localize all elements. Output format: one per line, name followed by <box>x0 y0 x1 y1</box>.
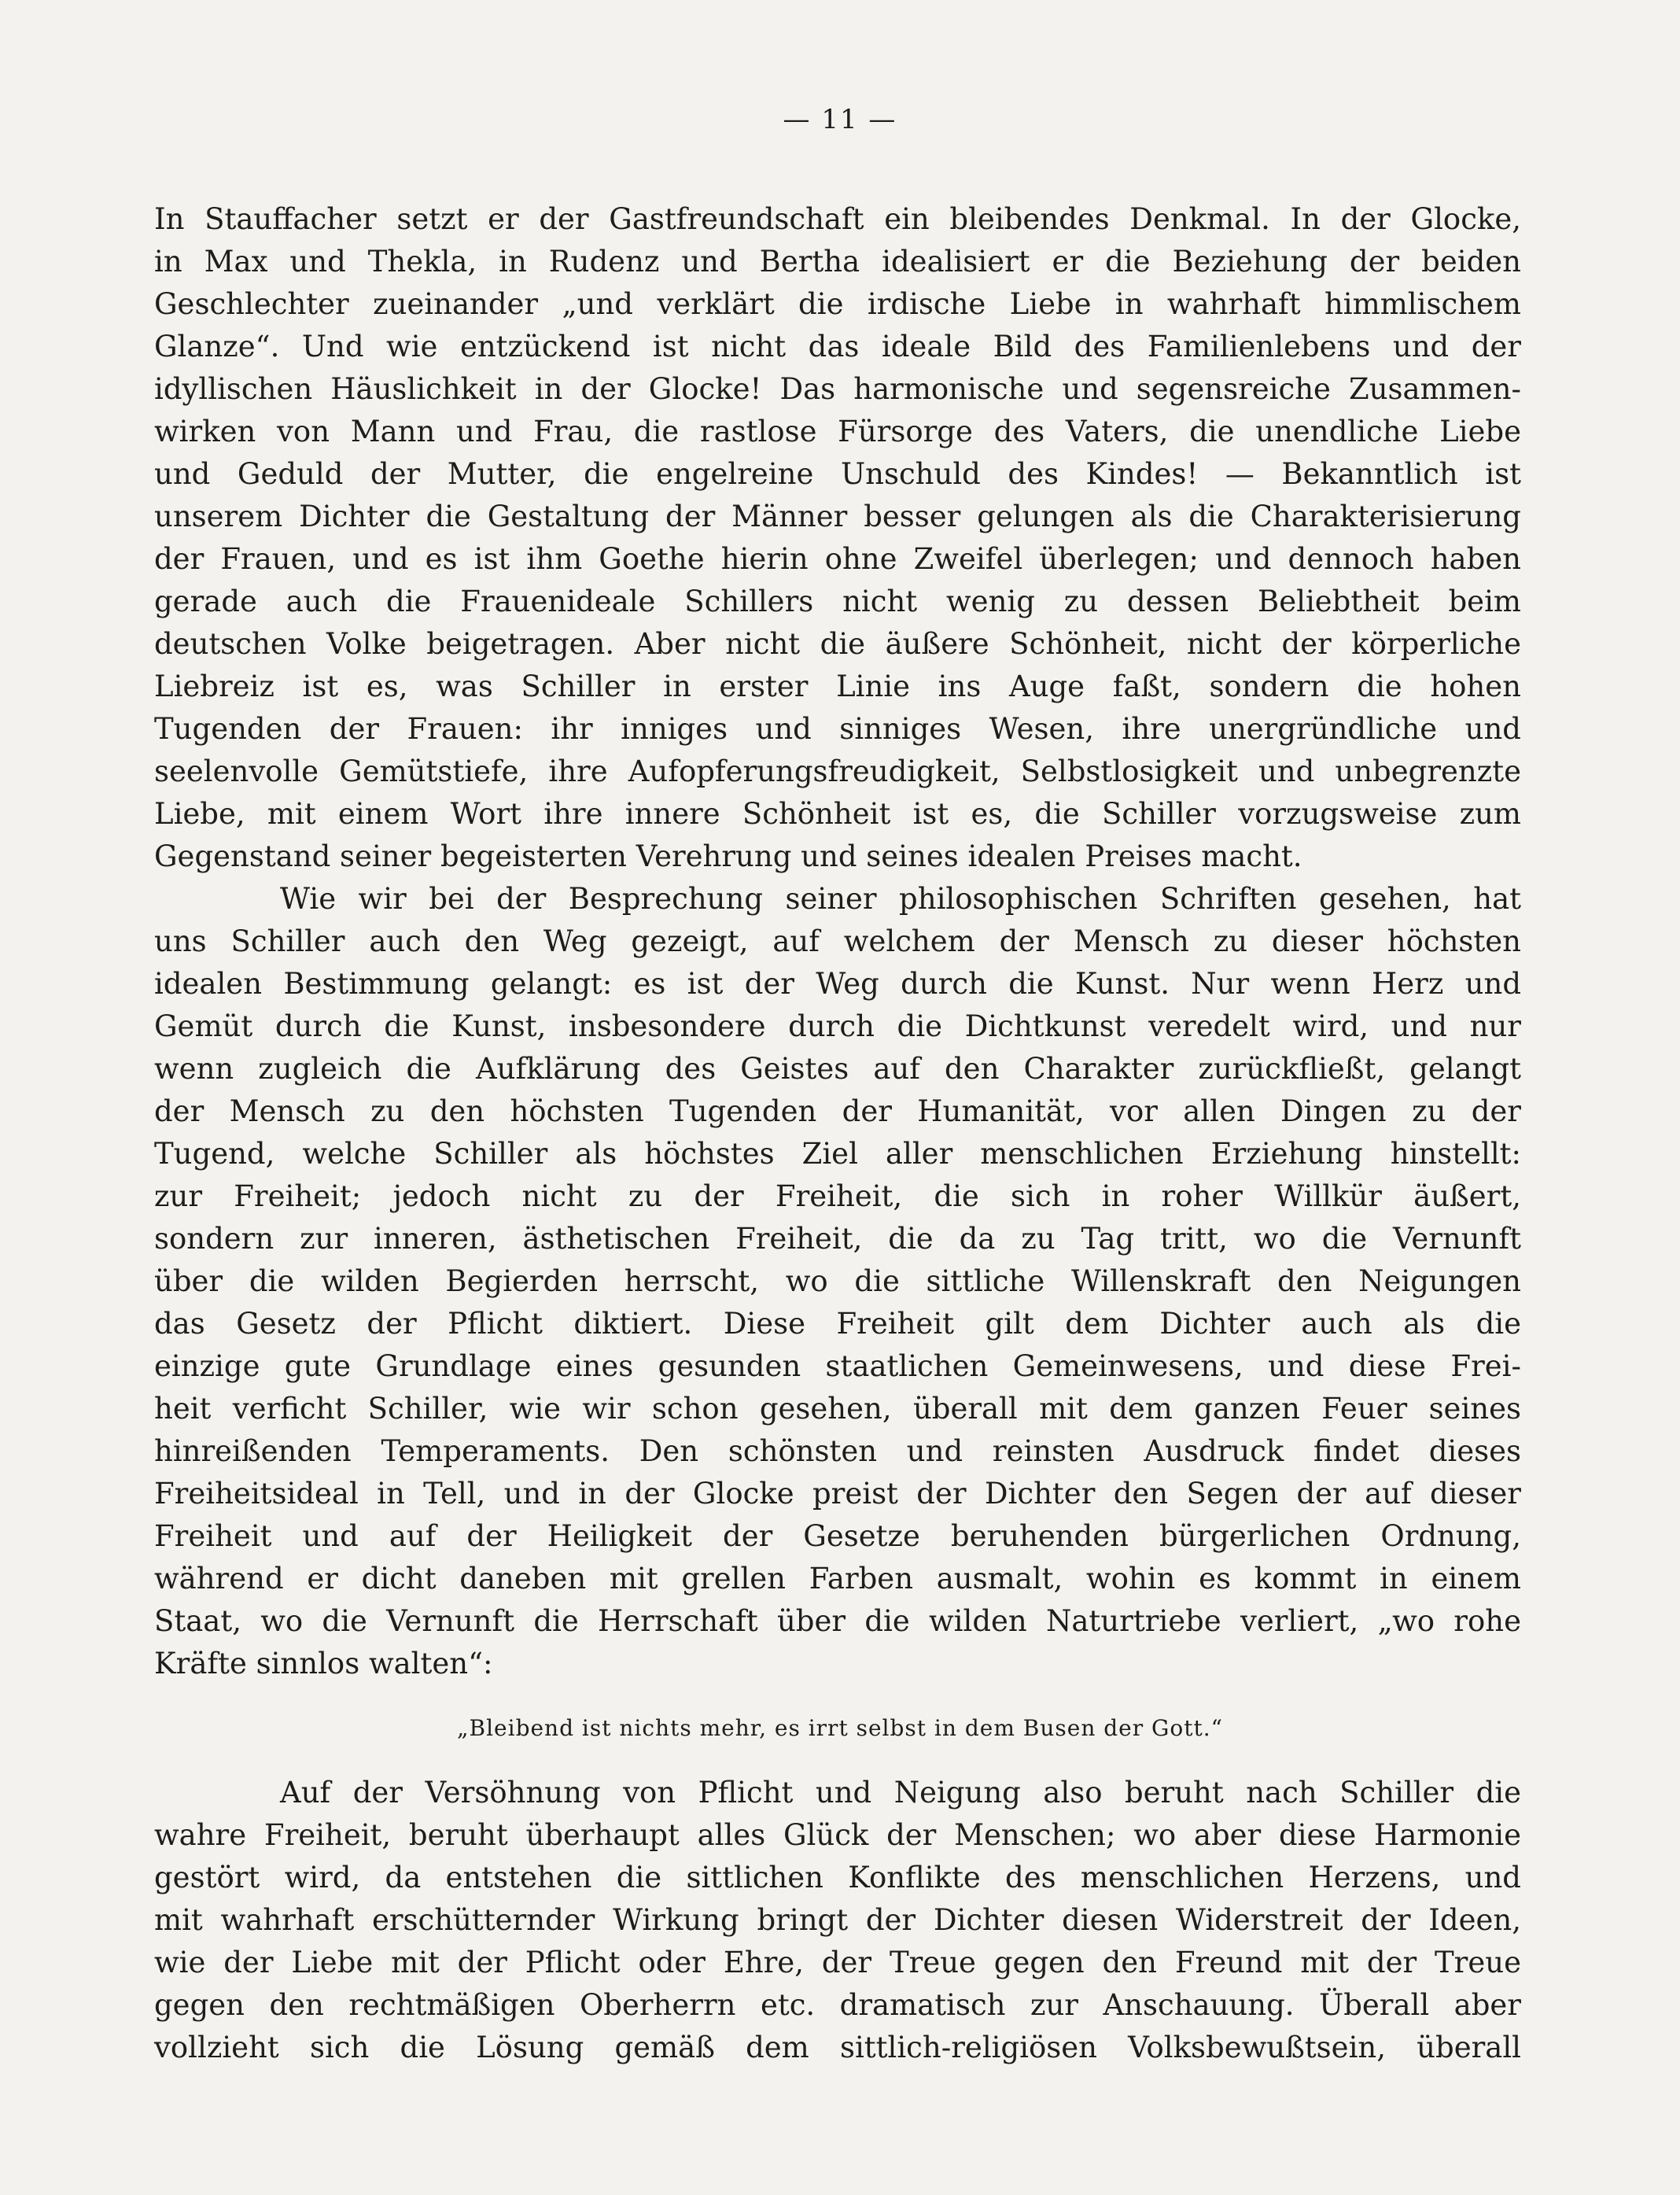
text-line: deutschen Volke beigetragen. Aber nicht die äußere Schönheit, nicht der körperliche <box>154 627 1521 661</box>
verse-quote: „Bleibend ist nichts mehr, es irrt selbst in dem Busen der Gott.“ <box>457 1715 1223 1741</box>
text-line: wie der Liebe mit der Pflicht oder Ehre, der Treue gegen den Freund mit der Treue <box>154 1946 1521 1979</box>
text-line: Auf der Versöhnung von Pflicht und Neigung also beruht nach Schiller die <box>280 1776 1521 1809</box>
text-line: unserem Dichter die Gestaltung der Männer besser gelungen als die Charakterisierung <box>154 500 1521 533</box>
text-line: vollzieht sich die Lösung gemäß dem sittlich-religiösen Volksbewußtsein, überall <box>154 2031 1521 2064</box>
text-line: seelenvolle Gemütstiefe, ihre Aufopferungsfreudigkeit, Selbstlosigkeit und unbegrenzte <box>154 754 1521 788</box>
text-line: der Mensch zu den höchsten Tugenden der Humanität, vor allen Dingen zu der <box>154 1094 1521 1128</box>
text-line: Freiheit und auf der Heiligkeit der Gesetze beruhenden bürgerlichen Ordnung, <box>154 1519 1521 1553</box>
text-line: Geschlechter zueinander „und verklärt die irdische Liebe in wahrhaft himmlischem <box>154 287 1521 321</box>
text-line: einzige gute Grundlage eines gesunden staatlichen Gemeinwesens, und diese Frei- <box>154 1349 1521 1383</box>
text-line: wenn zugleich die Aufklärung des Geistes auf den Charakter zurückfließt, gelangt <box>154 1052 1521 1086</box>
text-line: heit verficht Schiller, wie wir schon gesehen, überall mit dem ganzen Feuer seines <box>154 1392 1521 1426</box>
text-line: und Geduld der Mutter, die engelreine Unschuld des Kindes! — Bekanntlich ist <box>154 457 1521 491</box>
text-line: idyllischen Häuslichkeit in der Glocke! Das harmonische und segensreiche Zusammen- <box>154 372 1521 406</box>
page-number: — 11 — <box>783 104 897 135</box>
text-line: mit wahrhaft erschütternder Wirkung bringt der Dichter diesen Widerstreit der Ideen, <box>154 1903 1521 1937</box>
text-line: Staat, wo die Vernunft die Herrschaft über die wilden Naturtriebe verliert, „wo rohe <box>154 1604 1521 1638</box>
text-line: Kräfte sinnlos walten“: <box>154 1647 493 1680</box>
text-line: Freiheitsideal in Tell, und in der Glocke preist der Dichter den Segen der auf dieser <box>154 1477 1521 1511</box>
text-line: während er dicht daneben mit grellen Farben ausmalt, wohin es kommt in einem <box>154 1562 1521 1596</box>
text-line: Wie wir bei der Besprechung seiner philosophischen Schriften gesehen, hat <box>280 882 1521 916</box>
text-line: hinreißenden Temperaments. Den schönsten und reinsten Ausdruck findet dieses <box>154 1434 1521 1468</box>
text-line: in Max und Thekla, in Rudenz und Bertha idealisiert er die Beziehung der beiden <box>154 245 1521 279</box>
text-line: über die wilden Begierden herrscht, wo die sittliche Willenskraft den Neigungen <box>154 1264 1521 1298</box>
text-line: wirken von Mann und Frau, die rastlose Fürsorge des Vaters, die unendliche Liebe <box>154 415 1521 448</box>
text-line: uns Schiller auch den Weg gezeigt, auf welchem der Mensch zu dieser höchsten <box>154 924 1521 958</box>
text-line: gestört wird, da entstehen die sittlichen Konflikte des menschlichen Herzens, und <box>154 1861 1521 1894</box>
text-line: In Stauffacher setzt er der Gastfreundschaft ein bleibendes Denkmal. In der Glocke, <box>154 202 1521 236</box>
text-line: idealen Bestimmung gelangt: es ist der Weg durch die Kunst. Nur wenn Herz und <box>154 967 1521 1001</box>
text-line: gegen den rechtmäßigen Oberherrn etc. dramatisch zur Anschauung. Überall aber <box>154 1988 1521 2022</box>
text-line: Liebe, mit einem Wort ihre innere Schönheit ist es, die Schiller vorzugsweise zum <box>154 797 1521 831</box>
text-line: Gegenstand seiner begeisterten Verehrung und seines idealen Preises macht. <box>154 839 1302 873</box>
text-line: das Gesetz der Pflicht diktiert. Diese Freiheit gilt dem Dichter auch als die <box>154 1307 1521 1341</box>
text-line: sondern zur inneren, ästhetischen Freiheit, die da zu Tag tritt, wo die Vernunft <box>154 1222 1521 1256</box>
text-line: der Frauen, und es ist ihm Goethe hierin ohne Zweifel überlegen; und dennoch haben <box>154 542 1521 576</box>
text-line: Liebreiz ist es, was Schiller in erster Linie ins Auge faßt, sondern die hohen <box>154 670 1521 703</box>
text-line: gerade auch die Frauenideale Schillers nicht wenig zu dessen Beliebtheit beim <box>154 585 1521 618</box>
text-line: Tugenden der Frauen: ihr inniges und sinniges Wesen, ihre unergründliche und <box>154 712 1521 746</box>
text-line: Glanze“. Und wie entzückend ist nicht das ideale Bild des Familienlebens und der <box>154 330 1521 363</box>
text-line: Tugend, welche Schiller als höchstes Ziel aller menschlichen Erziehung hinstellt: <box>154 1137 1521 1171</box>
text-line: Gemüt durch die Kunst, insbesondere durch die Dichtkunst veredelt wird, und nur <box>154 1009 1521 1043</box>
text-line: wahre Freiheit, beruht überhaupt alles Glück der Menschen; wo aber diese Harmonie <box>154 1818 1521 1852</box>
text-line: zur Freiheit; jedoch nicht zu der Freiheit, die sich in roher Willkür äußert, <box>154 1179 1521 1213</box>
